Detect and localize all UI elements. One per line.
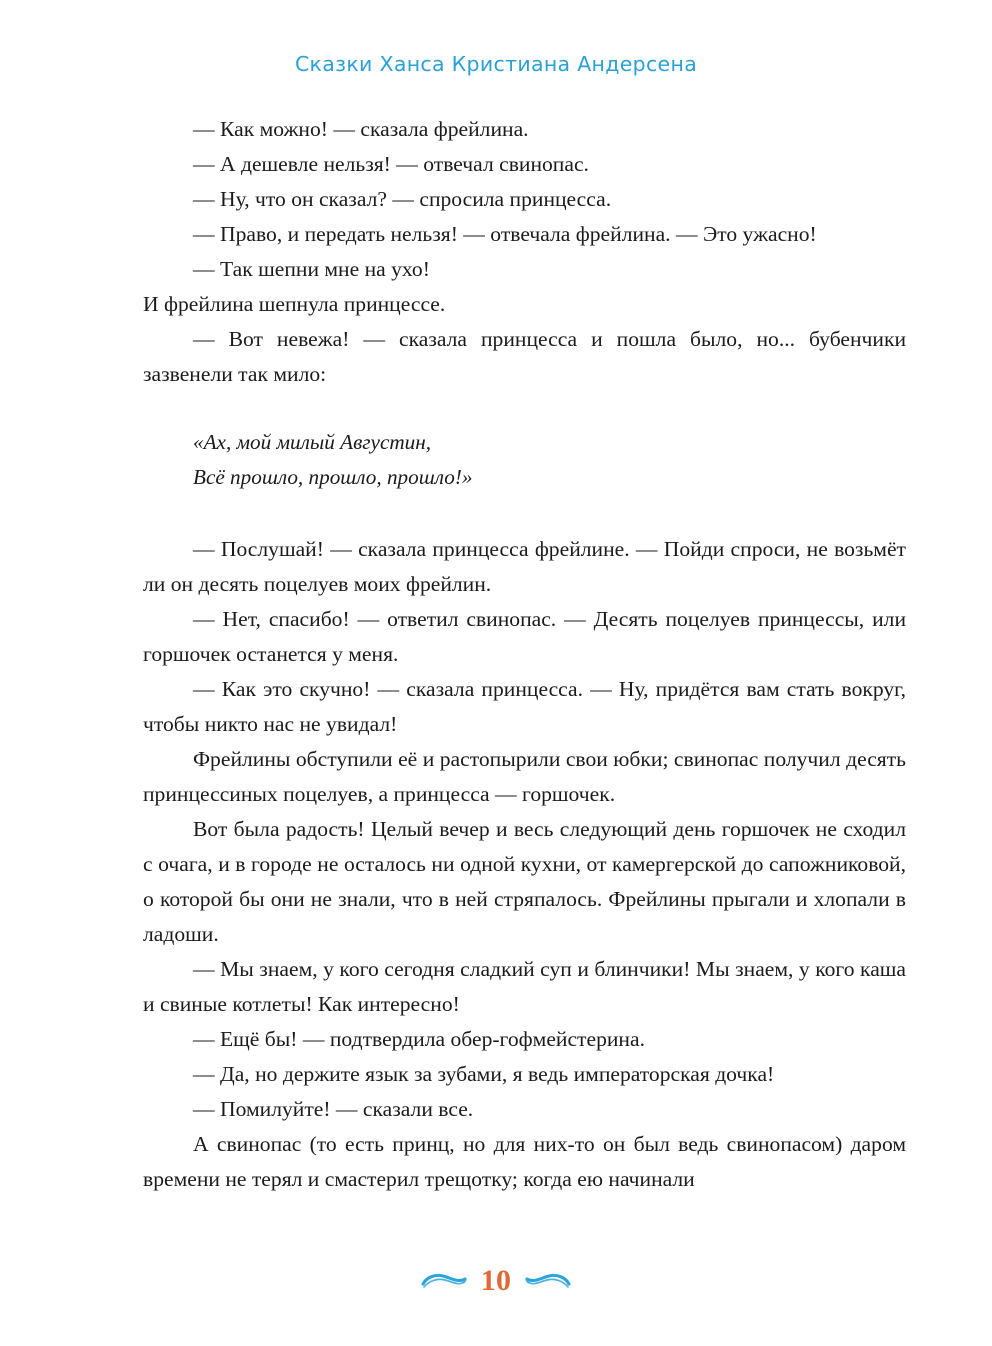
verse-line: «Ах, мой милый Августин,	[193, 430, 432, 454]
verse-spacer-top	[143, 392, 906, 425]
paragraph: А свинопас (то есть принц, но для них-то он был ведь свинопасом) даром времени не терял и смастерил трещотку; когда ею начинали	[143, 1132, 906, 1191]
paragraph: — Право, и передать нельзя! — отвечала фрейлина. — Это ужасно!	[193, 222, 817, 246]
paragraph: — Послушай! — сказала принцесса фрейлине. — Пойди спроси, не возьмёт ли он десять поцелуев моих фрейлин.	[143, 537, 906, 596]
paragraph: Вот была радость! Целый вечер и весь следующий день горшочек не сходил с очага, и в городе не осталось ни одной кухни, от камергерской до сапожниковой, о которой бы они не знали, что в ней стряпалось. Фрейлины прыгали и хлопали в ладоши.	[143, 817, 906, 946]
paragraph: — Ещё бы! — подтвердила обер-гофмейстерина.	[193, 1027, 645, 1051]
paragraph: — Как можно! — сказала фрейлина.	[193, 117, 529, 141]
body-text	[143, 112, 906, 1197]
verse-spacer-bottom	[143, 495, 906, 532]
paragraph: — А дешевле нельзя! — отвечал свинопас.	[193, 152, 589, 176]
paragraph: — Помилуйте! — сказали все.	[193, 1097, 474, 1121]
verse-line: Всё прошло, прошло, прошло!»	[193, 465, 473, 489]
paragraph: — Как это скучно! — сказала принцесса. — Ну, придётся вам стать вокруг, чтобы никто нас не увидал!	[143, 677, 906, 736]
paragraph: Фрейлины обступили её и растопырили свои юбки; свинопас получил десять принцессиных поцелуев, а принцесса — горшочек.	[143, 747, 906, 806]
verse-quotation	[143, 425, 906, 495]
wave-swash-left-icon	[421, 1270, 467, 1292]
running-head: Сказки Ханса Кристиана Андерсена	[294, 52, 698, 76]
paragraph: — Вот невежа! — сказала принцесса и пошла было, но... бубенчики зазвенели так мило:	[143, 327, 906, 386]
paragraph: — Нет, спасибо! — ответил свинопас. — Десять поцелуев принцессы, или горшочек останется у меня.	[143, 607, 906, 666]
paragraph: — Так шепни мне на ухо!	[193, 257, 430, 281]
paragraph: — Да, но держите язык за зубами, я ведь императорская дочка!	[193, 1062, 775, 1086]
page-number: 10	[480, 1264, 512, 1297]
page-footer	[0, 1258, 992, 1304]
paragraph: — Ну, что он сказал? — спросила принцесса.	[193, 187, 612, 211]
paragraph: — Мы знаем, у кого сегодня сладкий суп и блинчики! Мы знаем, у кого каша и свиные котлеты! Как интересно!	[143, 957, 906, 1016]
paragraph: И фрейлина шепнула принцессе.	[143, 292, 446, 316]
wave-swash-right-icon	[525, 1270, 571, 1292]
